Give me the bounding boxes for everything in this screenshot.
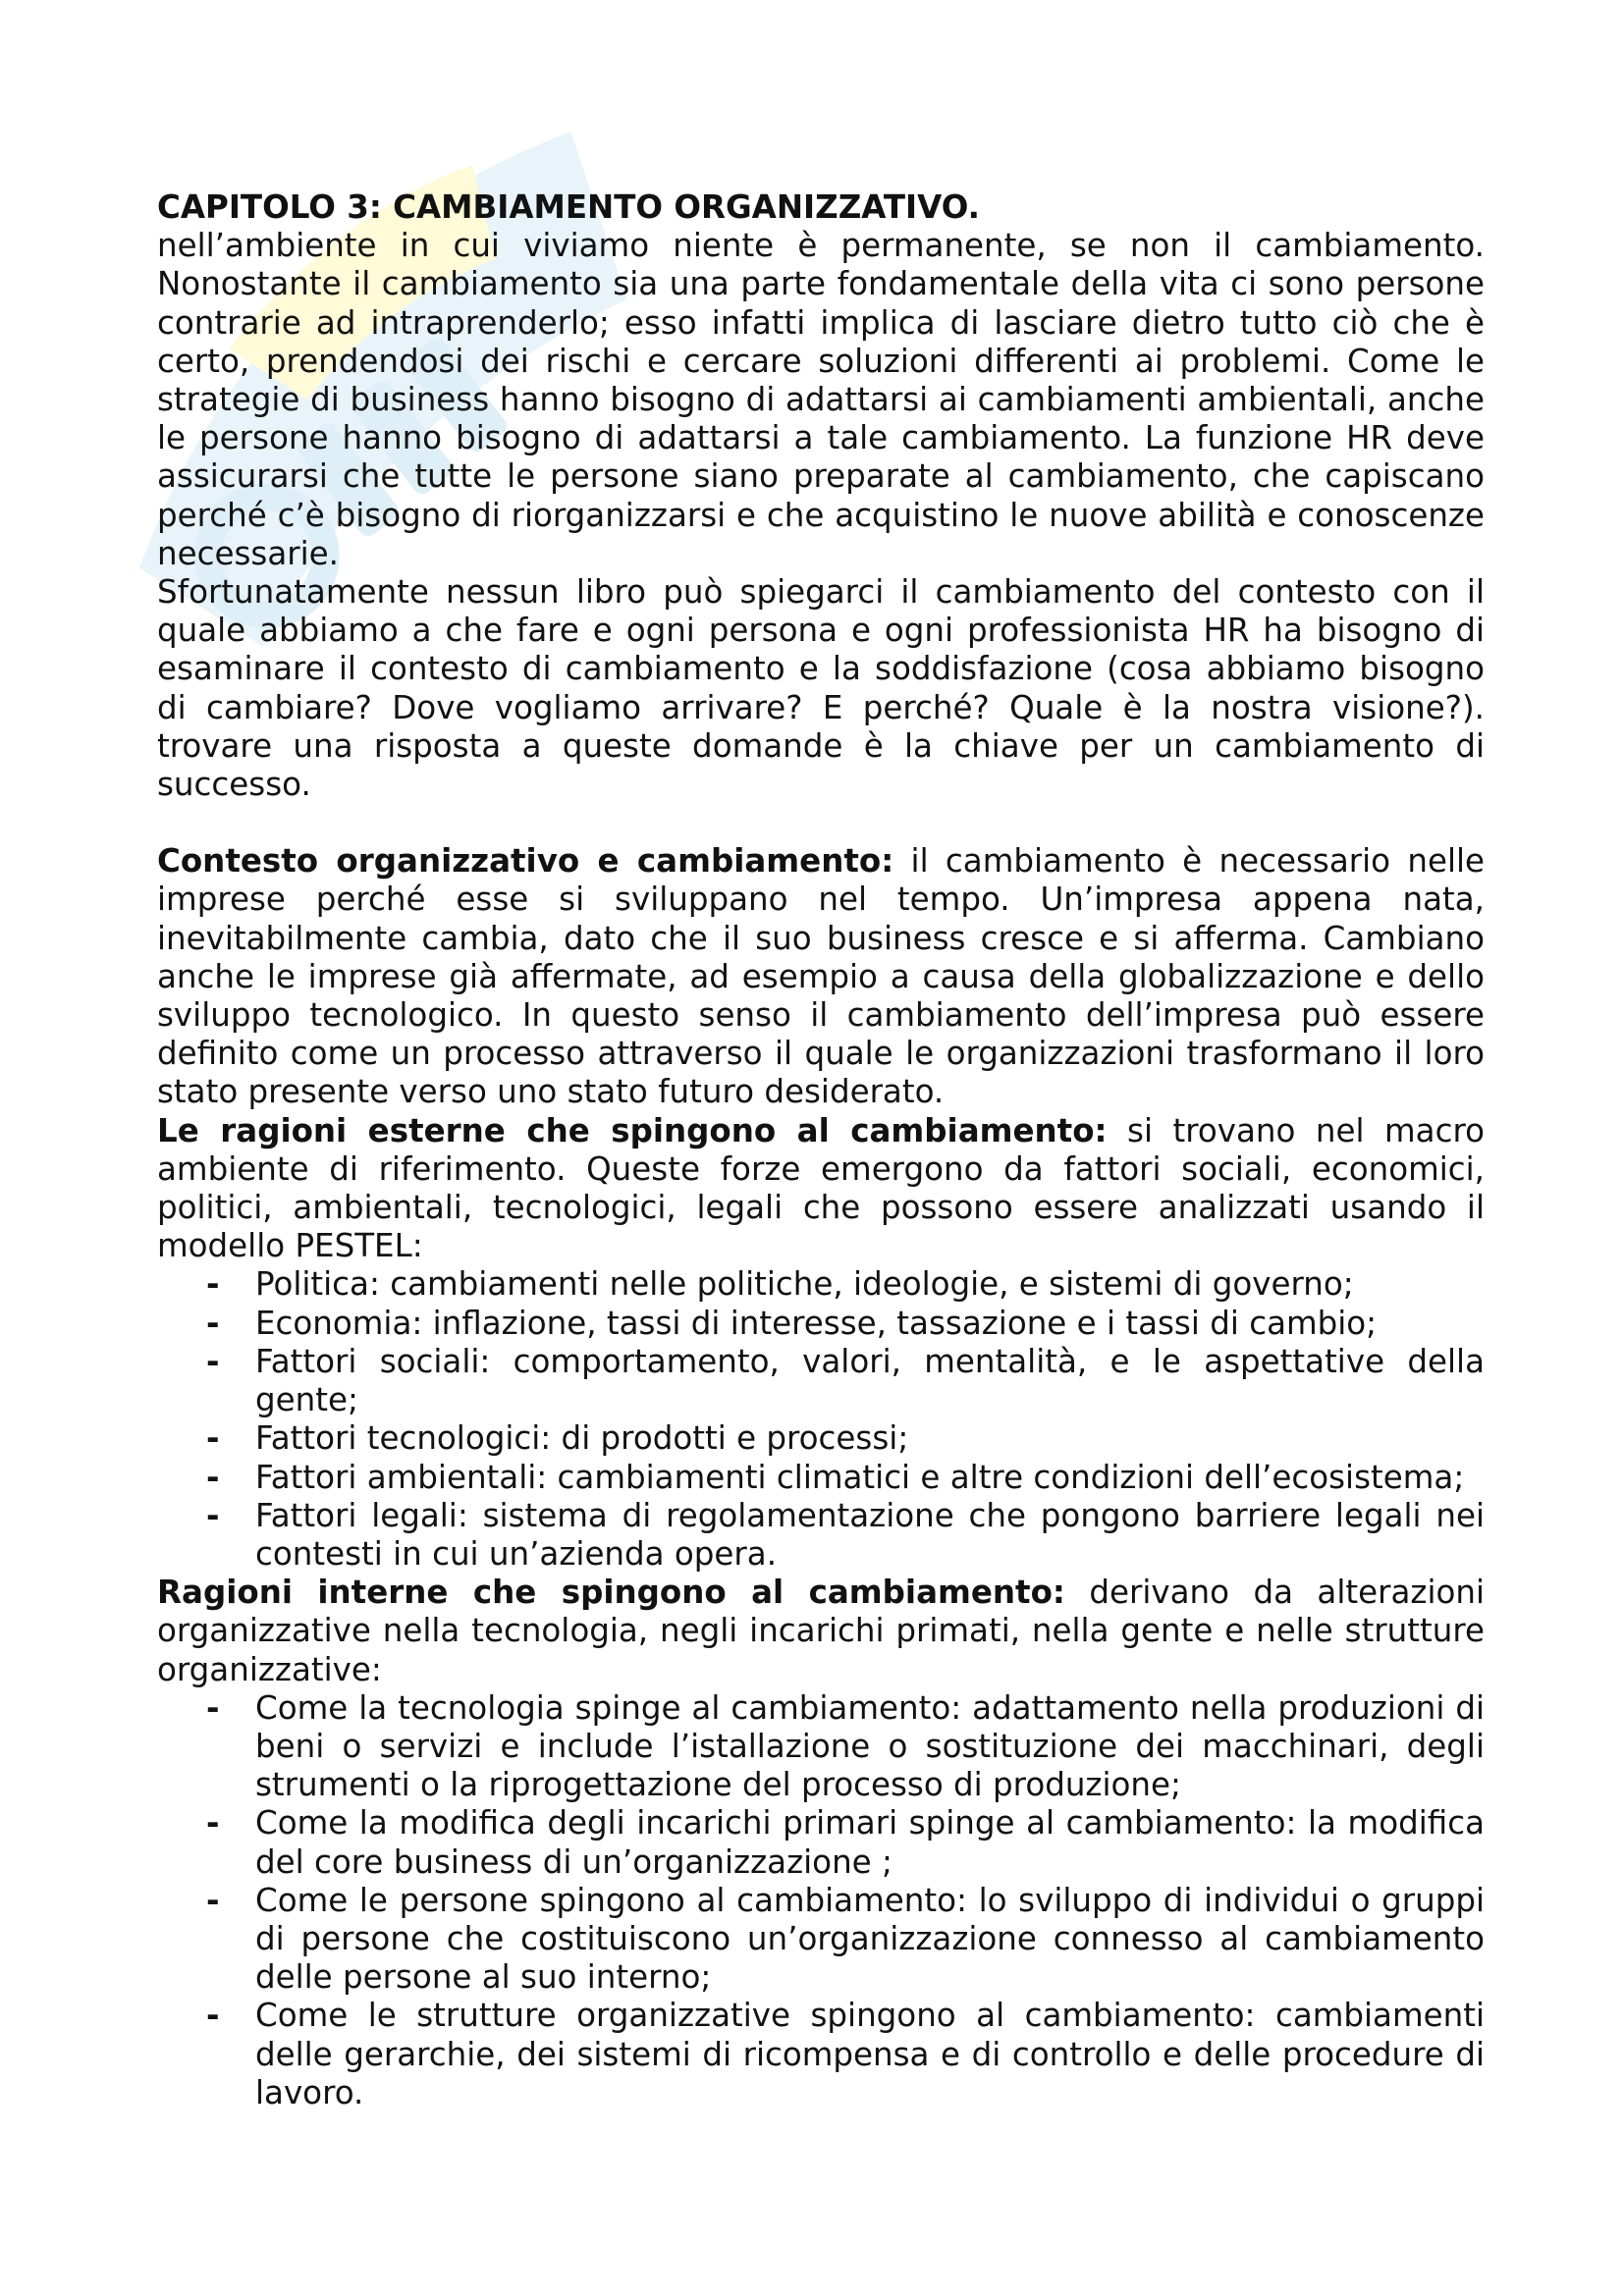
document-page [157, 188, 1485, 2112]
intro-paragraph-2: Sfortunatamente nessun libro può spiegarci il cambiamento del contesto con il quale abbiamo a che fare e ogni persona e ogni professionista HR ha bisogno di esaminare il contesto di cambiamento e la soddisfazione (cosa abbiamo bisogno di cambiare? Dove vogliamo arrivare? E perché? Quale è la nostra visione?). trovare una risposta a queste domande è la chiave per un cambiamento di successo. [157, 573, 1485, 804]
list-item: - Come la modifica degli incarichi primari spinge al cambiamento: la modifica del core business di un’organizzazione ; [255, 1804, 1485, 1881]
list-item: - Fattori tecnologici: di prodotti e processi; [255, 1419, 1485, 1458]
list-item: - Come la tecnologia spinge al cambiamento: adattamento nella produzioni di beni o servizi e include l’istallazione o sostituzione dei macchinari, degli strumenti o la riprogettazione del processo di produzione; [255, 1689, 1485, 1805]
list-item: - Come le persone spingono al cambiamento: lo sviluppo di individui o gruppi di persone che costituiscono un’organizzazione connesso al cambiamento delle persone al suo interno; [255, 1882, 1485, 1998]
context-text: il cambiamento è necessario nelle imprese perché esse si sviluppano nel tempo. Un’impresa appena nata, inevitabilmente cambia, dato che il suo business cresce e si afferma. Cambiano anche le imprese già affermate, ad esempio a causa della globalizzazione e dello sviluppo tecnologico. In questo senso il cambiamento dell’impresa può essere definito come un processo attraverso il quale le organizzazioni trasformano il loro stato presente verso uno stato futuro desiderato. [157, 842, 1485, 1111]
list-item: - Fattori legali: sistema di regolamentazione che pongono barriere legali nei contesti in cui un’azienda opera. [255, 1497, 1485, 1574]
list-item: - Economia: inflazione, tassi di interesse, tassazione e i tassi di cambio; [255, 1305, 1485, 1343]
list-item: - Fattori ambientali: cambiamenti climatici e altre condizioni dell’ecosistema; [255, 1459, 1485, 1497]
internal-reasons-list [157, 1689, 1485, 2112]
list-item: - Fattori sociali: comportamento, valori, mentalità, e le aspettative della gente; [255, 1343, 1485, 1419]
paragraph-gap [157, 804, 1485, 842]
context-heading: Contesto organizzativo e cambiamento: [157, 842, 894, 881]
external-paragraph [157, 1112, 1485, 1266]
pestel-list [157, 1265, 1485, 1574]
list-item: - Come le strutture organizzative spingono al cambiamento: cambiamenti delle gerarchie, dei sistemi di ricompensa e di controllo e delle procedure di lavoro. [255, 1997, 1485, 2112]
intro-paragraph-1: nell’ambiente in cui viviamo niente è permanente, se non il cambiamento. Nonostante il cambiamento sia una parte fondamentale della vita ci sono persone contrarie ad intraprenderlo; esso infatti implica di lasciare dietro tutto ciò che è certo, prendendosi dei rischi e cercare soluzioni differenti ai problemi. Come le strategie di business hanno bisogno di adattarsi ai cambiamenti ambientali, anche le persone hanno bisogno di adattarsi a tale cambiamento. La funzione HR deve assicurarsi che tutte le persone siano preparate al cambiamento, che capiscano perché c’è bisogno di riorganizzarsi e che acquistino le nuove abilità e conoscenze necessarie. [157, 227, 1485, 572]
external-text: si trovano nel macro ambiente di riferimento. Queste forze emergono da fattori sociali, economici, politici, ambientali, tecnologici, legali che possono essere analizzati usando il modello PESTEL: [157, 1111, 1485, 1265]
internal-text: derivano da alterazioni organizzative nella tecnologia, negli incarichi primati, nella gente e nelle strutture organizzative: [157, 1574, 1485, 1688]
external-heading: Le ragioni esterne che spingono al cambiamento: [157, 1111, 1108, 1149]
internal-heading: Ragioni interne che spingono al cambiamento: [157, 1574, 1065, 1612]
chapter-title: CAPITOLO 3: CAMBIAMENTO ORGANIZZATIVO. [157, 188, 980, 226]
internal-paragraph [157, 1574, 1485, 1689]
context-paragraph [157, 842, 1485, 1111]
list-item: - Politica: cambiamenti nelle politiche, ideologie, e sistemi di governo; [255, 1265, 1485, 1304]
